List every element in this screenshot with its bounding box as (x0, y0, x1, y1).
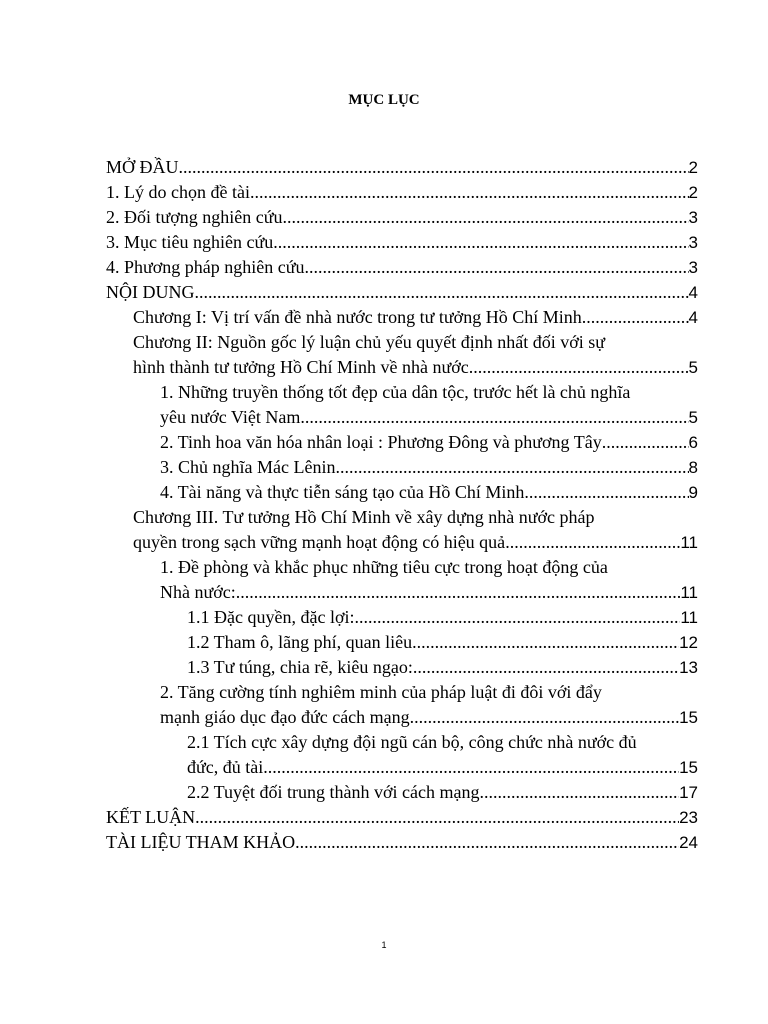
dot-leader (412, 630, 679, 655)
toc-entry-title: MỞ ĐẦU (106, 157, 179, 177)
table-of-contents (106, 155, 698, 855)
toc-entry-page: 17 (679, 783, 698, 802)
toc-entry-title: hình thành tư tưởng Hồ Chí Minh về nhà nước (133, 357, 469, 377)
dot-leader (195, 805, 679, 830)
dot-leader (273, 230, 688, 255)
toc-entry-title: 2.2 Tuyệt đối trung thành với cách mạng (187, 782, 480, 802)
toc-entry[interactable] (106, 580, 698, 605)
toc-entry[interactable] (106, 430, 698, 455)
toc-entry-page: 2 (688, 183, 698, 202)
toc-entry-first-line: 2. Tăng cường tính nghiêm minh của pháp luật đi đôi với đẩy (160, 682, 602, 702)
toc-entry-title: Chương I: Vị trí vấn đề nhà nước trong tư tưởng Hồ Chí Minh (133, 307, 582, 327)
toc-entry[interactable] (106, 530, 698, 555)
toc-entry-page: 6 (688, 433, 698, 452)
toc-entry-title: 1.3 Tư túng, chia rẽ, kiêu ngạo: (187, 657, 413, 677)
dot-leader (413, 655, 679, 680)
dot-leader (263, 755, 679, 780)
toc-entry-title: 2. Tinh hoa văn hóa nhân loại : Phương Đông và phương Tây (160, 432, 602, 452)
dot-leader (505, 530, 680, 555)
dot-leader (524, 480, 688, 505)
toc-entry-title: 3. Mục tiêu nghiên cứu (106, 232, 274, 252)
dot-leader (250, 180, 689, 205)
toc-entry-page: 2 (688, 158, 698, 177)
dot-leader (305, 255, 689, 280)
toc-entry-title: TÀI LIỆU THAM KHẢO (106, 832, 296, 852)
dot-leader (480, 780, 680, 805)
toc-entry-first-line: Chương III. Tư tưởng Hồ Chí Minh về xây dựng nhà nước pháp (133, 507, 595, 527)
toc-entry[interactable] (106, 830, 698, 855)
toc-entry[interactable] (106, 305, 698, 330)
dot-leader (354, 605, 680, 630)
dot-leader (283, 205, 689, 230)
toc-entry-first-line: Chương II: Nguồn gốc lý luận chủ yếu quyết định nhất đối với sự (133, 332, 605, 352)
dot-leader (335, 455, 688, 480)
toc-entry-title: đức, đủ tài (187, 757, 264, 777)
toc-entry-title: 4. Phương pháp nghiên cứu (106, 257, 305, 277)
toc-entry-title: KẾT LUẬN (106, 807, 196, 827)
dot-leader (602, 430, 689, 455)
toc-entry-page: 3 (688, 208, 698, 227)
toc-entry[interactable] (106, 605, 698, 630)
toc-entry-title: 1.1 Đặc quyền, đặc lợi: (187, 607, 355, 627)
toc-entry-title: 3. Chủ nghĩa Mác Lênin (160, 457, 336, 477)
toc-entry[interactable] (106, 780, 698, 805)
toc-entry-title: Nhà nước: (160, 582, 236, 602)
toc-entry-page: 23 (679, 808, 698, 827)
toc-entry[interactable] (106, 455, 698, 480)
toc-entry-page: 9 (688, 483, 698, 502)
toc-entry-title: NỘI DUNG (106, 282, 195, 302)
toc-entry[interactable] (106, 180, 698, 205)
toc-entry-first-line: 2.1 Tích cực xây dựng đội ngũ cán bộ, công chức nhà nước đủ (187, 732, 637, 752)
toc-entry-first-line: 1. Đề phòng và khắc phục những tiêu cực trong hoạt động của (160, 557, 608, 577)
dot-leader (469, 355, 689, 380)
page-title: MỤC LỤC (348, 92, 420, 108)
dot-leader (179, 155, 689, 180)
toc-entry[interactable] (106, 755, 698, 780)
toc-entry-title: 1. Lý do chọn đề tài (106, 182, 250, 202)
toc-entry-page: 3 (688, 258, 698, 277)
dot-leader (300, 405, 688, 430)
toc-entry[interactable] (106, 630, 698, 655)
toc-entry-page: 12 (679, 633, 698, 652)
toc-entry[interactable] (106, 705, 698, 730)
toc-entry-page: 4 (688, 308, 698, 327)
toc-entry-page: 5 (688, 358, 698, 377)
toc-entry-page: 15 (679, 758, 698, 777)
dot-leader (295, 830, 679, 855)
toc-entry-page: 11 (680, 608, 698, 627)
page-number: 1 (381, 940, 387, 950)
toc-entry[interactable] (106, 205, 698, 230)
toc-entry-page: 24 (679, 833, 698, 852)
dot-leader (582, 305, 689, 330)
dot-leader (195, 280, 689, 305)
toc-entry-page: 3 (688, 233, 698, 252)
toc-entry-page: 11 (680, 533, 698, 552)
toc-entry-title: 2. Đối tượng nghiên cứu (106, 207, 283, 227)
toc-entry-first-line: 1. Những truyền thống tốt đẹp của dân tộc, trước hết là chủ nghĩa (160, 382, 631, 402)
dot-leader (410, 705, 679, 730)
toc-entry-title: 1.2 Tham ô, lãng phí, quan liêu (187, 632, 413, 652)
toc-entry[interactable] (106, 805, 698, 830)
toc-entry[interactable] (106, 155, 698, 180)
toc-entry[interactable] (106, 355, 698, 380)
dot-leader (236, 580, 681, 605)
toc-entry[interactable] (106, 280, 698, 305)
toc-entry-title: quyền trong sạch vững mạnh hoạt động có hiệu quả (133, 532, 506, 552)
toc-entry-title: yêu nước Việt Nam (160, 407, 301, 427)
toc-entry[interactable] (106, 655, 698, 680)
toc-entry-page: 8 (688, 458, 698, 477)
toc-entry-page: 5 (688, 408, 698, 427)
toc-entry-page: 13 (679, 658, 698, 677)
toc-entry-title: mạnh giáo dục đạo đức cách mạng (160, 707, 410, 727)
toc-entry[interactable] (106, 255, 698, 280)
toc-entry-page: 11 (680, 583, 698, 602)
toc-entry[interactable] (106, 230, 698, 255)
toc-entry-title: 4. Tài năng và thực tiễn sáng tạo của Hồ Chí Minh (160, 482, 525, 502)
toc-entry[interactable] (106, 405, 698, 430)
toc-entry-page: 4 (688, 283, 698, 302)
toc-entry-page: 15 (679, 708, 698, 727)
toc-entry[interactable] (106, 480, 698, 505)
